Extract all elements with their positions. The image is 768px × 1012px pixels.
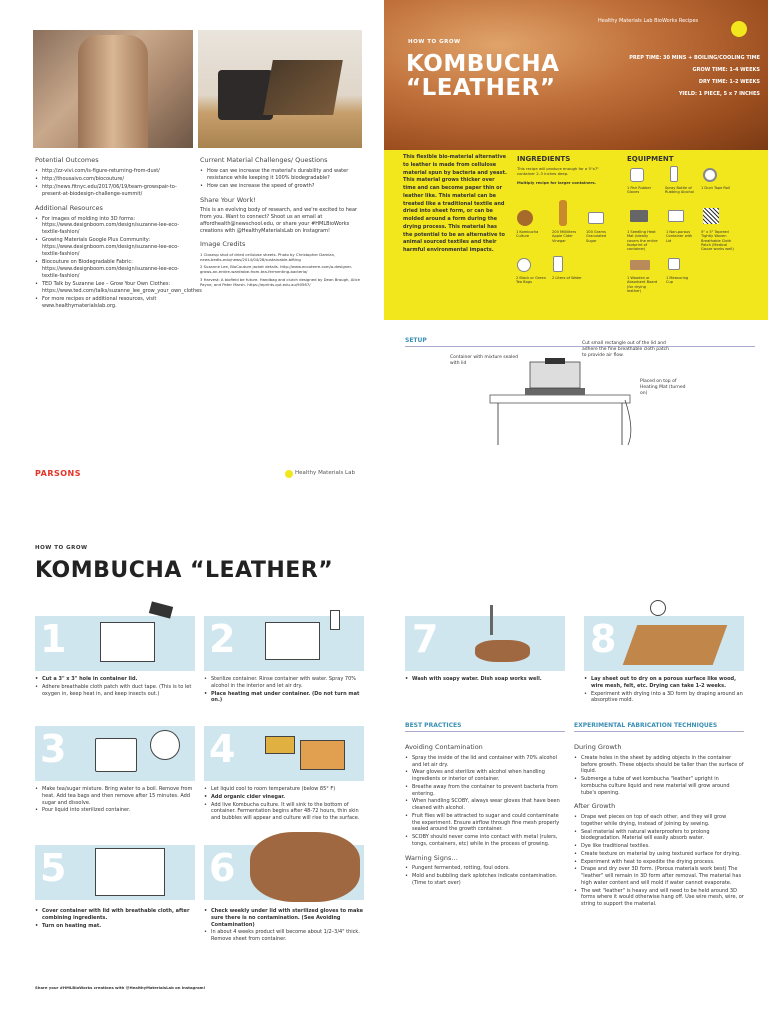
pot-icon — [95, 738, 137, 772]
list-item[interactable]: • Biocouture on Biodegradable Fabric: https://www.designboom.com/design/suzanne-lee-eco-textile-fashion/ — [35, 259, 195, 279]
ingredient-item: 2 Black or Green Tea Bags — [516, 276, 546, 285]
drying-board-icon — [623, 625, 728, 665]
equipment-item: 5" x 5" Tapered Tightly Woven Breathable Cloth Patch (Medical Gauze works well) — [701, 230, 734, 252]
step-1-caption — [35, 676, 195, 698]
step-number: 4 — [209, 727, 236, 771]
divider — [405, 346, 755, 347]
equipment-item: 1 Wooden or Absorbent Board (for drying leather) — [627, 276, 658, 293]
list-item: • Submerge a tube of wet kombucha "leather" upright in kombucha culture liquid and new material will grow around tube's opening. — [574, 776, 744, 796]
gloves-icon — [630, 168, 644, 182]
list-item: • Create texture on material by using textured surface for drying. — [574, 851, 744, 858]
step-number: 3 — [40, 727, 67, 771]
step-2-caption — [204, 676, 364, 705]
list-item: • Cut a 3" x 3" hole in container lid. — [35, 676, 195, 683]
avoid-heading: Avoiding Contamination — [405, 743, 483, 751]
step-number: 5 — [40, 846, 67, 890]
container-icon — [265, 622, 320, 660]
hml-logo-text: Healthy Materials Lab — [295, 470, 355, 476]
outcomes-heading: Potential Outcomes — [35, 156, 99, 164]
list-item: • Sterilize container. Rinse container with water. Spray 70% alcohol in the interior and let air dry. — [204, 676, 364, 690]
bottom-title: KOMBUCHA “LEATHER” — [35, 558, 334, 583]
list-item: • Breathe away from the container to prevent bacteria from entering. — [405, 784, 565, 798]
list-item: • Dye like traditional textiles. — [574, 843, 744, 850]
list-item: • Cover container with lid with breathable cloth, after combining ingredients. — [35, 908, 195, 922]
step-4-caption — [204, 786, 364, 823]
list-item: • Mold and bubbling dark splotches indicate contamination. (Time to start over) — [405, 873, 565, 887]
list-item: • Place heating mat under container. (Do not turn mat on.) — [204, 691, 364, 705]
water-icon — [553, 256, 563, 272]
step-8-caption — [584, 676, 744, 705]
list-item: • Spray the inside of the lid and container with 70% alcohol and let air dry. — [405, 755, 565, 769]
covered-container-icon — [95, 848, 165, 896]
divider — [405, 731, 565, 732]
list-item[interactable]: • For images of molding into 3D forms: https://www.designboom.com/design/suzanne-lee-eco-textile-fashion/ — [35, 216, 195, 236]
middle-column — [200, 150, 360, 287]
equipment-item: Spray Bottle of Rubbing Alcohol — [665, 186, 694, 195]
tea-bags-icon — [517, 258, 531, 272]
left-column — [35, 150, 202, 311]
divider — [574, 731, 744, 732]
ingredient-item: 100 Grams Granulated Sugar — [586, 230, 607, 243]
container-mixture-icon — [300, 740, 345, 770]
list-item: • Drape and dry over 3D form. (Porous materials work best) The "leather" will remain in 3D form after removal. The material has high water content and will mold if water cannot evaporate. — [574, 866, 744, 886]
setup-heading: SETUP — [405, 337, 427, 344]
list-item: • Experiment with drying into a 3D form by draping around an absorptive mold. — [584, 691, 744, 705]
duct-tape-icon — [703, 168, 717, 182]
spec-dry: DRY TIME: 1-2 WEEKS — [698, 79, 760, 85]
ingredient-item: 1 Kombucha Culture — [516, 230, 539, 239]
step-number: 6 — [209, 846, 236, 890]
list-item: • Pungent fermented, rotting, foul odors. — [405, 865, 565, 872]
hero-title-1: KOMBUCHA — [406, 51, 560, 77]
challenges-list — [200, 168, 360, 190]
list-item: • Experiment with heat to expedite the drying process. — [574, 859, 744, 866]
resources-heading: Additional Resources — [35, 203, 103, 212]
list-item: • Create holes in the sheet by adding objects in the container before growth. These objects should be taller than the surface of liquid. — [574, 755, 744, 775]
cloth-patch-icon — [703, 208, 719, 224]
ingredient-item: 2 Liters of Water — [552, 276, 582, 280]
ingredients-note: This recipe will produce enough for a 5"x7" container 2–3 inches deep. — [517, 166, 600, 177]
list-item: • Wear gloves and sterilize with alcohol when handling ingredients or interior of container. — [405, 769, 565, 783]
faucet-icon — [490, 605, 493, 635]
list-item: • The wet "leather" is heavy and will need to be held around 3D forms where it would otherwise hang off. Use wire mesh, wire, or string to support the material. — [574, 888, 744, 908]
list-item: • Pour liquid into sterilized container. — [35, 807, 195, 814]
setup-label-mat: Placed on top of Heating Mat (turned on) — [640, 379, 686, 397]
equipment-item: 1 Non-porous Container with Lid — [666, 230, 693, 243]
list-item[interactable]: • TED Talk by Suzanne Lee – Grow Your Own Clothes: https://www.ted.com/talks/suzanne_lee_grow_your_own_clothes — [35, 281, 195, 295]
equipment-item: 1 Measuring Cup — [666, 276, 689, 285]
wash-sheet-icon — [475, 640, 530, 662]
outcomes-list — [35, 168, 195, 198]
list-item: • Make tea/sugar mixture. Bring water to a boil. Remove from heat. Add tea bags and then remove after 15 minutes. Add sugar and dissolve. — [35, 786, 195, 806]
step-number: 2 — [209, 617, 236, 661]
list-item: • Let liquid cool to room temperature (below 85° F) — [204, 786, 364, 793]
spray-bottle-icon — [330, 610, 340, 630]
kombucha-culture-icon — [517, 210, 533, 226]
step-7-caption — [405, 676, 565, 684]
how-to-label: HOW TO GROW — [408, 39, 461, 45]
credit-item: 2 Suzanne Lee, BioCouture jacket details. http://www.ecouterre.com/a-designer-grows-an-entire-wardrobe-from-tea-fermenting-bacteria/ — [200, 264, 353, 275]
step-6-caption — [204, 908, 364, 944]
avoid-contamination-section — [405, 743, 565, 888]
sugar-cup-icon — [588, 212, 604, 224]
ingredients-note2: Multiply recipe for larger containers. — [517, 180, 597, 185]
ingredients-heading: INGREDIENTS — [517, 155, 571, 163]
intro-text: This flexible bio-material alternative to leather is made from cellulose material spun by bacteria and yeast. This material grows thicker over time and can become paper thin or leather like. This material can be treated like a traditional textile and dried into sheet form, or can be molded around a form during the drying process. This material has the potential to be an alternative to animal sourced textiles and their harmful environmental impacts. — [403, 154, 507, 253]
equipment-item: 1 Pair Rubber Gloves — [627, 186, 652, 195]
best-practices-heading: BEST PRACTICES — [405, 722, 462, 729]
experimental-heading: EXPERIMENTAL FABRICATION TECHNIQUES — [574, 722, 718, 729]
ingredient-item: 200 Milliliters Apple Cider Vinegar — [552, 230, 577, 243]
credit-item: 3 Harvest: A biofield be future. Handbag and clutch designed by Dean Brough, Alice Payne, and Peter Marsh. https://eprints.qut.edu.au/90567/ — [200, 276, 360, 287]
list-item: • Add live Kombucha culture. It will sink to the bottom of container. Fermentation begins after 48-72 hours, thin skin and bubbles will appear and culture will rise to the surface. — [204, 802, 364, 822]
list-item: • Turn on heating mat. — [35, 923, 195, 930]
container-icon — [668, 210, 684, 222]
photo-kombucha-handbag — [198, 30, 362, 148]
share-text: This is an evolving body of research, and we're excited to hear from you. Want to connect? Shoot us an email at affordhealth@newschool.edu, or share your #HMLBioWorks creations with @HealthyMaterialsLab on Instagram! — [200, 207, 358, 234]
leather-sheet-icon — [250, 832, 360, 902]
list-item[interactable]: • http://zz-vivi.com/is-figure-returning-from-dust/ — [35, 168, 195, 175]
list-item: • Adhere breathable cloth patch with duct tape. (This is to let oxygen in, keep heat in, and keep insects out.) — [35, 684, 195, 698]
step-3-caption — [35, 786, 195, 815]
credits-heading: Image Credits — [200, 240, 246, 249]
setup-label-lid: Cut small rectangle out of the lid and adhere the fine breathable cloth patch to provide air flow. — [582, 341, 669, 359]
photo-dried-leather-jacket — [33, 30, 193, 148]
hml-logo-dot-icon — [731, 21, 747, 37]
list-item[interactable]: • http://thousaivo.com/biocouture/ — [35, 176, 195, 183]
equipment-heading: EQUIPMENT — [627, 155, 674, 163]
experimental-section — [574, 743, 744, 909]
list-item: • In about 4 weeks product will become about 1/2–3/4" thick. Remove sheet from container. — [204, 929, 364, 943]
warning-heading: Warning Signs… — [405, 853, 458, 862]
hero-title-2: “LEATHER” — [406, 75, 556, 101]
list-item: • SCOBY should never come into contact with metal (rulers, tongs, containers, etc) while in the process of growing. — [405, 834, 565, 848]
clock-icon — [650, 600, 666, 616]
list-item[interactable]: • http://news.fitnyc.edu/2017/06/19/team-growspair-to-present-at-biodesign-challenge-summit/ — [35, 184, 195, 198]
bottom-how-to: HOW TO GROW — [35, 545, 88, 551]
list-item: • Fruit flies will be attracted to sugar and could contaminate the experiment. Ensure airflow through fine mesh properly sealed around the growth container. — [405, 813, 565, 833]
footer-share: Share your #HMLBioWorks creations with @HealthyMaterialsLab on Instagram! — [35, 985, 206, 990]
lid-icon — [100, 622, 155, 662]
wooden-board-icon — [630, 260, 650, 270]
parsons-logo: PARSONS — [35, 469, 81, 478]
vinegar-bottle-icon — [559, 200, 567, 226]
list-item: • Add organic cider vinegar. — [204, 794, 364, 801]
challenges-heading: Current Material Challenges/ Questions — [200, 156, 328, 164]
spec-yield: YIELD: 1 PIECE, 5 x 7 INCHES — [678, 91, 760, 97]
equipment-item: 1 Duct Tape Roll — [701, 186, 730, 190]
during-heading: During Growth — [574, 743, 622, 751]
measuring-cup-icon — [668, 258, 680, 270]
spec-grow: GROW TIME: 1-4 WEEKS — [692, 67, 760, 73]
list-item[interactable]: • Growing Materials Google Plus Community: https://www.designboom.com/design/suzanne-lee-eco-textile-fashion/ — [35, 237, 195, 257]
list-item: • When handling SCOBY, always wear gloves that have been cleaned with alcohol. — [405, 798, 565, 812]
step-number: 7 — [412, 617, 439, 661]
credit-item: 1 Closeup shot of dried cellulose sheets. Photo by Christopher Damian, news.bedts.edu/news/2014/04/28/sustainable-bifting — [200, 252, 336, 263]
list-item: • How can we increase the speed of growth? — [200, 183, 360, 190]
resources-list — [35, 215, 202, 310]
list-item[interactable]: • For more recipes or additional resources, visit www.healthymaterialslab.org. — [35, 296, 195, 310]
hml-logo-icon — [285, 470, 293, 478]
bowl-icon — [150, 730, 180, 760]
setup-label-container: Container with mixture sealed with lid — [450, 355, 519, 367]
after-heading: After Growth — [574, 802, 616, 811]
vinegar-icon — [265, 736, 295, 754]
list-item: • Lay sheet out to dry on a porous surface like wood, wire mesh, felt, etc. Drying can take 1-2 weeks. — [584, 676, 744, 690]
step-number: 1 — [40, 617, 67, 661]
step-5-caption — [35, 908, 195, 930]
spray-bottle-icon — [670, 166, 678, 182]
list-item: • Seal material with natural waterproofers to prolong biodegradation. Material will easily absorb water. — [574, 829, 744, 843]
list-item: • Check weekly under lid with sterilized gloves to make sure there is no contamination. (See Avoiding Contamination) — [204, 908, 364, 928]
recipes-tag: Healthy Materials Lab BioWorks Recipes — [598, 18, 699, 24]
list-item: • Drape wet pieces on top of each other, and they will grow together while drying, instead of joining by sewing. — [574, 814, 744, 828]
spec-prep: PREP TIME: 30 MINS + BOILING/COOLING TIME — [629, 55, 760, 61]
equipment-item: 1 Seedling Heat Mat (ideally covers the entire footprint of container) — [627, 230, 658, 252]
list-item: • Wash with soapy water. Dish soap works well. — [405, 676, 565, 683]
share-heading: Share Your Work! — [200, 195, 256, 204]
heat-mat-icon — [630, 210, 648, 222]
list-item: • How can we increase the material's durability and water resistance while keeping it 100% biodegradable? — [200, 168, 360, 182]
step-number: 8 — [590, 617, 617, 661]
